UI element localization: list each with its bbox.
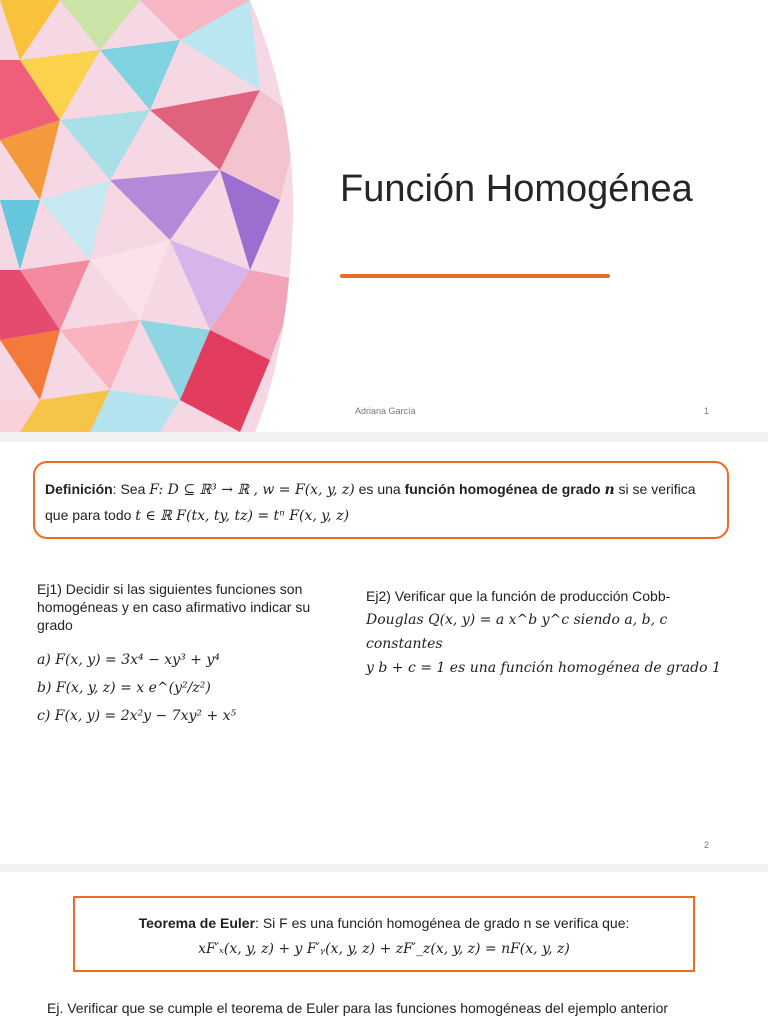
exercise-1-list [37,646,337,730]
definition-box [33,461,729,539]
title-slide [0,0,768,432]
exercise-2-line: y b + c = 1 es una función homogénea de grado 1 [366,660,721,676]
euler-text: : Si F es una función homogénea de grado n se verifica que: [255,915,630,931]
euler-exercise: Ej. Verificar que se cumple el teorema de Euler para las funciones homogéneas del ejemplo anterior [47,1000,669,1016]
polygon-art-image [0,0,300,432]
definition-bold-n: n [604,482,615,498]
definition-slide [0,444,768,864]
page-number: 2 [704,840,710,850]
title-underline [340,274,610,278]
exercise-2-line: Ej2) Verificar que la función de producción Cobb- [366,588,671,604]
slide-title: Función Homogénea [340,168,693,210]
exercise-1-item: b) F(x, y, z) = x e^(y²/z²) [37,680,211,696]
slide-separator [0,432,768,442]
exercise-2-line: Douglas Q(x, y) = a x^b y^c siendo a, b, c constantes [366,612,668,652]
definition-label: Definición [45,481,113,497]
euler-statement [75,910,693,936]
definition-formula: t ∈ ℝ F(tx, ty, tz) = tⁿ F(x, y, z) [135,508,350,524]
exercise-2 [366,584,726,680]
definition-math: F: D ⊆ ℝ³ → ℝ , w = F(x, y, z) [149,482,355,498]
exercise-1-item: a) F(x, y) = 3x⁴ − xy³ + y⁴ [37,652,220,668]
exercise-1 [37,580,337,730]
definition-line-1 [45,477,717,503]
definition-text: : Sea [112,481,150,497]
author-name: Adriana García [355,406,416,416]
definition-line-2 [45,503,717,529]
euler-label: Teorema de Euler [138,915,256,931]
definition-text: es una [354,481,405,497]
euler-formula: xF′ₓ(x, y, z) + y F′ᵧ(x, y, z) + zF′_z(x, y, z) = nF(x, y, z) [198,941,570,957]
definition-text: si se verifica [614,481,696,497]
euler-theorem-box [73,896,695,972]
exercise-1-item: c) F(x, y) = 2x²y − 7xy² + x⁵ [37,708,237,724]
exercise-1-text: Ej1) Decidir si las siguientes funciones son homogéneas y en caso afirmativo indicar su grado [37,581,311,633]
definition-text: que para todo [45,507,136,523]
definition-bold: función homogénea de grado [404,481,605,497]
euler-slide [0,872,768,1024]
page-number: 1 [704,406,710,416]
